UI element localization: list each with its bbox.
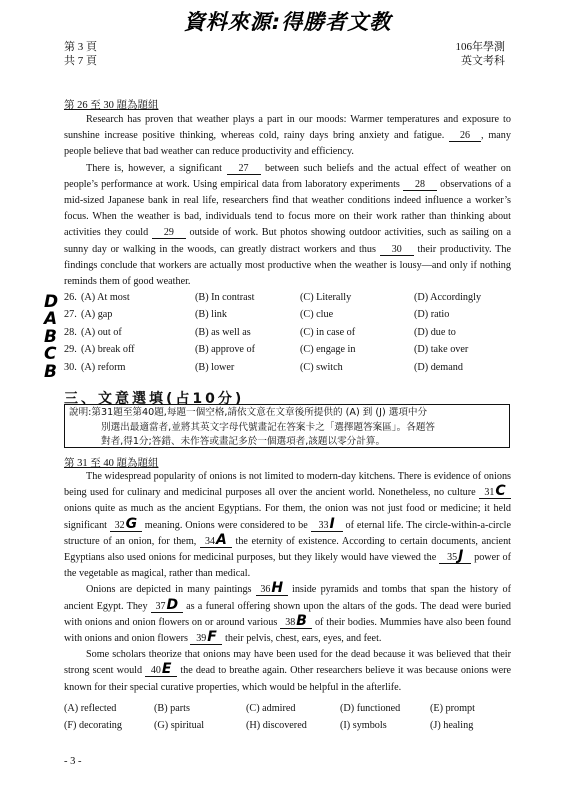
blank-30: 30 xyxy=(380,244,414,256)
page-header-right xyxy=(456,40,506,68)
subject-line: 英文考科 xyxy=(461,55,505,67)
blank-29: 29 xyxy=(152,227,186,239)
blank-33: 33I xyxy=(311,519,343,532)
handwritten-answer-36: H xyxy=(271,580,284,597)
blank-40: 40E xyxy=(145,664,177,677)
question-number: 28. xyxy=(64,326,77,338)
handwritten-answer-38: B xyxy=(296,612,307,629)
option-b: (B) link xyxy=(195,309,227,321)
handwritten-answer-39: F xyxy=(207,629,217,646)
question-number: 26. xyxy=(64,292,77,303)
option-d: (D) demand xyxy=(414,361,463,373)
group2-title: 第 31 至 40 題為題組 xyxy=(64,458,159,469)
handwritten-answer-31: C xyxy=(495,483,506,500)
blank-34: 34A xyxy=(200,535,232,548)
blank-26: 26 xyxy=(449,130,481,142)
page-line: 第 3 頁 xyxy=(64,41,97,53)
section-3-title: 三、文意選填(占10分) xyxy=(64,391,245,407)
option-i: (I) symbols xyxy=(340,720,387,732)
blank-27: 27 xyxy=(227,163,261,175)
option-b: (B) approve of xyxy=(195,344,255,356)
instruction-line-3: 對者,得1分;答錯、未作答或畫記多於一個選項者,該題以零分計算。 xyxy=(101,436,386,447)
option-c: (C) switch xyxy=(300,361,343,373)
option-b: (B) lower xyxy=(195,361,235,373)
option-a: (A) At most xyxy=(81,292,130,303)
option-j: (J) healing xyxy=(430,720,474,732)
option-c: (C) clue xyxy=(300,309,334,321)
option-a: (A) break off xyxy=(81,344,135,356)
blank-36: 36H xyxy=(256,583,288,596)
group2-paragraph-1: The widespread popularity of onions is not limited to modern-day kitchens. There is evidence of onions being used for culinary and medicinal purposes all over the ancient world. Nonetheless, no culture 31C onions quite as much as the ancient Egyptians. For them, the onion was not just food or medicine; it held significant 32G meaning. Onions were considered to be 33I of eternal life. The circle-within-a-circle structure of an onion, for them, 34A the eternity of existence. According to certain documents, ancient Egyptians also used onions for medicinal purposes, but they likely would have viewed the 35J power of the vegetable as magical, rather than medical. xyxy=(64,471,511,580)
handwritten-answer-27: A xyxy=(44,309,58,330)
option-a: (A) gap xyxy=(81,309,113,321)
handwritten-answer-40: E xyxy=(161,661,172,678)
group1-options xyxy=(44,292,524,382)
group2-passage xyxy=(64,469,511,696)
option-a: (A) reflected xyxy=(64,703,117,714)
blank-39: 39F xyxy=(190,632,222,645)
option-b: (B) as well as xyxy=(195,326,251,338)
exam-line: 106年學測 xyxy=(455,41,505,53)
group1-title: 第 26 至 30 題為題組 xyxy=(64,100,159,111)
option-e: (E) prompt xyxy=(430,703,475,714)
handwritten-answer-26: D xyxy=(44,292,59,312)
question-30 xyxy=(44,361,524,382)
option-d: (D) due to xyxy=(414,326,456,338)
question-number: 27. xyxy=(64,309,77,321)
group2-paragraph-3: Some scholars theorize that onions may have been used for the dead because it was believed that their strong scent would 40E the dead to breathe again. Other researchers believe it was because onions were known for their special curative properties, which would be helpful in the afterlife. xyxy=(64,649,511,693)
options-row-2 xyxy=(64,720,534,737)
option-d: (D) ratio xyxy=(414,309,450,321)
question-26 xyxy=(44,292,524,312)
handwritten-answer-29: C xyxy=(44,344,57,365)
handwritten-answer-35: J xyxy=(458,548,464,565)
option-c: (C) in case of xyxy=(300,326,356,338)
blank-38: 38B xyxy=(280,616,312,629)
option-c: (C) admired xyxy=(246,703,296,714)
blank-32: 32G xyxy=(110,519,142,532)
blank-31: 31C xyxy=(479,486,511,499)
handwritten-answer-33: I xyxy=(329,515,335,532)
group2-paragraph-2: Onions are depicted in many paintings 36H inside pyramids and tombs that span the history of ancient Egypt. They 37D as a funeral offering shown upon the altars of the gods. The dead were buried with onions and onion flowers on or around various 38B of their bodies. Mummies have also been found with onions and onion flowers 39F their pelvis, chest, ears, eyes, and feet. xyxy=(64,580,512,646)
blank-37: 37D xyxy=(151,600,183,613)
option-d: (D) Accordingly xyxy=(414,292,482,303)
handwritten-answer-30: B xyxy=(44,361,57,382)
total-pages-line: 共 7 頁 xyxy=(64,55,97,67)
question-27 xyxy=(44,309,524,330)
source-banner: 資料來源:得勝者文教 xyxy=(183,10,392,34)
option-b: (B) parts xyxy=(154,703,190,714)
question-29 xyxy=(44,344,524,365)
handwritten-answer-37: D xyxy=(166,596,179,613)
option-d: (D) functioned xyxy=(340,703,401,714)
option-c: (C) engage in xyxy=(300,344,356,356)
group2-options xyxy=(64,703,534,738)
question-number: 29. xyxy=(64,344,77,356)
option-c: (C) Literally xyxy=(300,292,352,303)
group1-paragraph-2: There is, however, a significant 27 between such beliefs and the actual effect of weather on people’s performance at work. Using empirical data from laboratory experiments 28 observations of a mid-sized Japanese bank in real life, researchers find that weather conditions indeed influence a worker’s focus. When the weather is bad, individuals tend to focus more on their work rather than thinking about activities they could 29 outside of work. But photos showing outdoor activities, such as sailing on a sunny day or walking in the woods, can greatly distract workers and thus 30 their productivity. The findings conclude that workers are actually most productive when the weather is lousy—and only if nothing reminds them of good weather. xyxy=(64,162,511,288)
option-h: (H) discovered xyxy=(246,720,307,732)
handwritten-answer-32: G xyxy=(125,515,138,532)
group1-paragraph-1: Research has proven that weather plays a part in our moods: Warmer temperatures and exposure to sunshine increase positive thinking, whereas cold, rainy days bring anxiety and fatigue. 26 , many people believe that bad weather can reduce productivity and efficiency. xyxy=(64,114,511,158)
blank-35: 35J xyxy=(439,551,471,564)
handwritten-answer-28: B xyxy=(44,326,57,347)
instruction-line-1: 說明:第31題至第40題,每題一個空格,請依文意在文章後所提供的 (A) 到 (J) 選項中分 xyxy=(69,407,428,418)
blank-28: 28 xyxy=(403,179,437,191)
instructions-box xyxy=(64,404,510,448)
option-a: (A) reform xyxy=(81,361,126,373)
option-a: (A) out of xyxy=(81,326,122,338)
option-b: (B) In contrast xyxy=(195,292,255,303)
page-number: - 3 - xyxy=(64,756,82,767)
page-header-left xyxy=(64,40,97,68)
instruction-line-2: 別選出最適當者,並將其英文字母代號畫記在答案卡之「選擇題答案區」。各題答 xyxy=(101,421,436,433)
question-number: 30. xyxy=(64,361,77,373)
option-f: (F) decorating xyxy=(64,720,122,732)
handwritten-answer-34: A xyxy=(215,531,227,548)
options-row-1 xyxy=(64,703,534,720)
option-g: (G) spiritual xyxy=(154,720,205,732)
option-d: (D) take over xyxy=(414,344,469,356)
group1-passage xyxy=(64,112,511,290)
question-28 xyxy=(44,326,524,347)
